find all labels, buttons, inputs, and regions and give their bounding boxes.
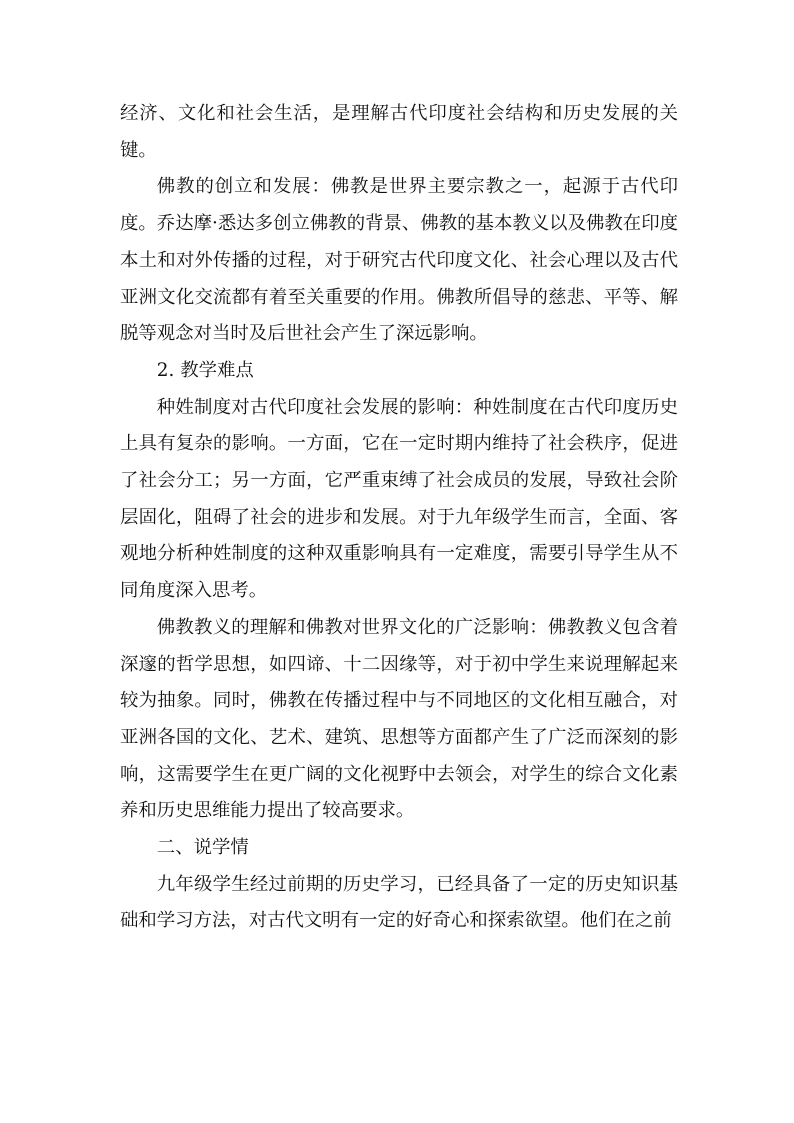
section-heading-teaching-difficulties: 2. 教学难点 (156, 359, 254, 381)
document-page (120, 96, 678, 940)
paragraph-buddhism-founding: 佛教的创立和发展：佛教是世界主要宗教之一，起源于古代印度。乔达摩·悉达多创立佛教的背景、佛教的基本教义以及佛教在印度本土和对外传播的过程，对于研究古代印度文化、社会心理以及古代亚洲文化交流都有着至关重要的作用。佛教所倡导的慈悲、平等、解脱等观念对当时及后世社会产生了深远影响。 (120, 176, 678, 345)
section-heading-student-analysis: 二、说学情 (156, 837, 249, 859)
paragraph-buddhist-doctrine: 佛教教义的理解和佛教对世界文化的广泛影响：佛教教义包含着深邃的哲学思想，如四谛、十二因缘等，对于初中学生来说理解起来较为抽象。同时，佛教在传播过程中与不同地区的文化相互融合，对亚洲各国的文化、艺术、建筑、思想等方面都产生了广泛而深刻的影响，这需要学生在更广阔的文化视野中去领会，对学生的综合文化素养和历史思维能力提出了较高要求。 (120, 616, 678, 822)
paragraph-caste-system: 种姓制度对古代印度社会发展的影响：种姓制度在古代印度历史上具有复杂的影响。一方面，它在一定时期内维持了社会秩序，促进了社会分工；另一方面，它严重束缚了社会成员的发展，导致社会阶层固化，阻碍了社会的进步和发展。对于九年级学生而言，全面、客观地分析种姓制度的这种双重影响具有一定难度，需要引导学生从不同角度深入思考。 (120, 396, 678, 602)
paragraph-continuation: 经济、文化和社会生活，是理解古代印度社会结构和历史发展的关键。 (120, 103, 678, 161)
paragraph-student-background: 九年级学生经过前期的历史学习，已经具备了一定的历史知识基础和学习方法，对古代文明有一定的好奇心和探索欲望。他们在之前 (120, 873, 678, 932)
